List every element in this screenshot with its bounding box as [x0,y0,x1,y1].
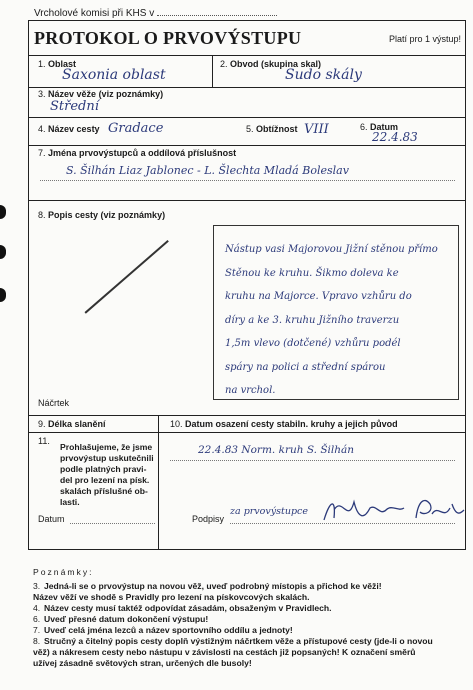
signatures-label: Podpisy [192,514,225,524]
handwritten-signature [320,490,468,530]
field-2-label: 2. Obvod (skupina skal) [220,59,322,69]
valid-note: Platí pro 1 výstup! [388,34,461,44]
route-name-value: Gradace [108,121,164,136]
bolt-date-value: 22.4.83 Norm. kruh S. Šilhán [198,444,355,456]
description-line: kruhu na Majorce. Vpravo vzhůru do [225,291,412,302]
commission-line [34,8,277,19]
notes-heading: Poznámky: [33,567,94,577]
field-7-label: 7. Jména prvovýstupců a oddílová příslušnost [38,148,237,158]
route-description [225,238,450,403]
description-line: 1,5m vlevo (dotčené) vzhůru podél [225,338,401,349]
field-4-label: 4. Název cesty [38,124,100,134]
note-item: 3. Jedná-li se o prvovýstup na novou věž, uveď podrobný místopis a přichod ke věži! [33,581,382,591]
field-8-label: 8. Popis cesty (viz poznámky) [38,210,166,220]
district-value: Sudo skály [285,67,362,83]
field-1-label: 1. Oblast [38,59,77,69]
field-5-label: 5. Obtížnost [246,124,298,134]
tower-name-value: Střední [50,99,99,114]
field-6-label: 6. Datum [360,122,399,132]
binder-notch [0,205,6,219]
field-11-num: 11. [38,436,50,446]
field-3-label: 3. Název věže (viz poznámky) [38,89,164,99]
field-9-label: 9. Délka slanění [38,419,106,429]
date-label: Datum [38,514,65,524]
binder-notch [0,245,6,259]
sketch-label: Náčrtek [38,398,70,408]
description-line: díry a ke 3. kruhu Jižního traverzu [225,314,400,326]
commission-label: Vrcholové komisi při KHS v [34,8,155,19]
binder-notch [0,288,6,302]
note-item-cont: věž) a nákresem cesty nebo nástupu v závislosti na cestách již popsaných! K označení směrů [33,647,416,657]
note-item: 4. Název cesty musí taktéž odpovídat zásadám, obsaženým v Pravidlech. [33,603,332,613]
note-item-cont: Název věží ve shodě s Pravidly pro lezení na pískovcových skalách. [33,592,310,602]
description-line: na vrchol. [225,385,276,396]
signature-text: za prvovýstupce [230,506,308,517]
note-item: 6. Uveď přesné datum dokončení výstupu! [33,614,209,624]
declaration: Prohlašujeme, že jsme prvovýstup uskutečnili podle platných pravi- del pro lezení na písk. skalách příslušné ob- lasti. [60,442,154,507]
area-value: Saxonia oblast [62,67,166,83]
note-item: 8. Stručný a čitelný popis cesty doplň výstižným náčrtkem věže a přístupové cesty (jde-li o novou [33,636,433,646]
note-item: 7. Uveď celá jména lezců a název sportovního oddílu a jednoty! [33,625,293,635]
notes-section [33,567,458,669]
description-line: Nástup vasi Majorovou Jižní stěnou přímo [225,244,438,255]
description-line: spáry na polici a střední spárou [225,361,386,373]
note-item-cont: užívej zásadně světových stran, určených dle busoly! [33,658,252,668]
form-title: PROTOKOL O PRVOVÝSTUPU [34,28,302,48]
difficulty-value: VIII [304,122,329,137]
description-line: Stěnou ke kruhu. Šikmo doleva ke [225,267,399,279]
field-10-label: 10. Datum osazení cesty stabiln. kruhy a jejich původ [170,419,398,429]
date-value: 22.4.83 [372,130,418,144]
climbers-value: S. Šilhán Liaz Jablonec - L. Šlechta Mladá Boleslav [66,164,349,177]
